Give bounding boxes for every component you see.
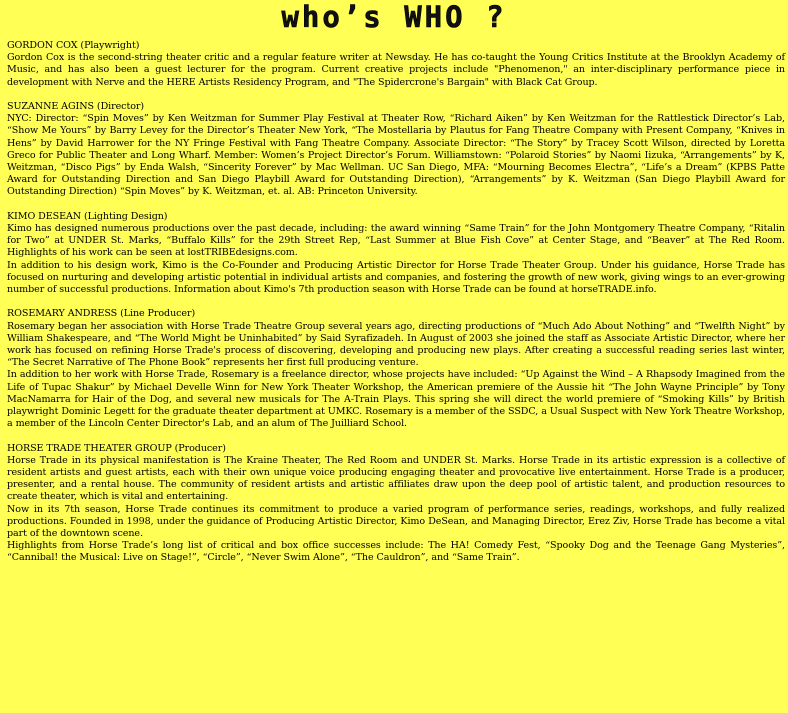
bio-paragraph: Gordon Cox is the second-string theater critic and a regular feature writer at Newsday. He has co-taught the Young Critics Institute at the Brooklyn Academy of Music, and has also been a guest lecturer for the program. Current creative projects include "Phenomenon," an inter-disciplinary performance piece in development with Nerve and the HERE Artists Residency Program, and "The Spidercrone's Bargain" with Black Cat Group. [7, 52, 785, 88]
bio-heading: KIMO DESEAN (Lighting Design) [7, 210, 168, 222]
bio-horse-trade-theater-group [7, 443, 785, 565]
bio-heading: ROSEMARY ANDRESS (Line Producer) [7, 308, 196, 320]
bio-paragraph: Horse Trade in its physical manifestation is The Kraine Theater, The Red Room and UNDER St. Marks. Horse Trade in its artistic expression is a collective of resident artists and guest artists, each with their own unique voice producing engaging theater and provocative live entertainment. Horse Trade is a producer, presenter, and a rental house. The community of resident artists and artistic affiliates draw upon the deep pool of artistic talent, and production resources to create theater, which is vital and entertaining. [7, 454, 785, 503]
bio-paragraph: In addition to his design work, Kimo is the Co-Founder and Producing Artistic Director for Horse Trade Theater Group. Under his guidance, Horse Trade has focused on nurturing and developing artistic potential in individual artists and companies, and fostering the growth of new work, giving wings to an ever-growing number of successful productions. Information about Kimo's 7th production season with Horse Trade can be found at horseTRADE.info. [7, 259, 785, 296]
bios-content [7, 40, 785, 577]
bio-heading: SUZANNE AGINS (Director) [7, 101, 144, 112]
bio-paragraph: Kimo has designed numerous productions over the past decade, including: the award winning “Same Train” for the John Montgomery Theatre Company, “Ritalin for Two” at UNDER St. Marks, “Buffalo Kills” for the 29th Street Rep, “Last Summer at Blue Fish Cove” at Center Stage, and “Beaver” at The Red Room. Highlights of his work can be seen at lostTRIBEdesigns.com. [7, 223, 785, 259]
bio-paragraph: NYC: Director: “Spin Moves” by Ken Weitzman for Summer Play Festival at Theater Row, “Richard Aiken” by Ken Weitzman for the Rattlestick Director’s Lab, “Show Me Yours” by Barry Levey for the Director’s Theater New York, “The Mostellaria by Plautus for Fang Theatre Company with Present Company, “Knives in Hens” by David Harrower for the NY Fringe Festival with Fang Theatre Company. Associate Director: “The Story” by Tracey Scott Wilson, directed by Loretta Greco for Public Theater and Long Wharf. Member: Women’s Project Director’s Forum. Williamstown: “Polaroid Stories” by Naomi Iizuka, “Arrangements” by K, Weitzman, “Disco Pigs” by Enda Walsh, “Sincerity Forever” by Mac Wellman. UC San Diego, MFA: “Mourning Becomes Electra”, “Life’s a Dream” (KPBS Patte Award for Outstanding Direction and San Diego Playbill Award for Outstanding Direction), “Arrangements” by K. Weitzman (San Diego Playbill Award for Outstanding Direction) “Spin Moves” by K. Weitzman, et. al. AB: Princeton University. [7, 113, 785, 198]
bio-paragraph: Rosemary began her association with Horse Trade Theatre Group several years ago, directing productions of “Much Ado About Nothing” and “Twelfth Night” by William Shakespeare, and “The World Might be Uninhabited” by Said Syrafizadeh. In August of 2003 she joined the staff as Associate Artistic Director, where her work has focused on refining Horse Trade's process of discovering, developing and producing new plays. After creating a successful reading series last winter, “The Secret Narrative of The Phone Book” represents her first full producing venture. [7, 320, 785, 369]
page-title: who’s WHO ? [281, 0, 507, 34]
bio-suzanne-agins [7, 101, 785, 199]
bio-heading: HORSE TRADE THEATER GROUP (Producer) [7, 442, 226, 454]
bio-kimo-desean [7, 211, 785, 296]
bio-paragraph: Highlights from Horse Trade’s long list of critical and box office successes include: The HA! Comedy Fest, “Spooky Dog and the Teenage Gang Mysteries”, “Cannibal! the Musical: Live on Stage!”, “Circle”, “Never Swim Alone”, “The Cauldron”, and “Same Train”. [7, 540, 785, 564]
bio-paragraph: Now in its 7th season, Horse Trade continues its commitment to produce a varied program of performance series, readings, workshops, and fully realized productions. Founded in 1998, under the guidance of Producing Artistic Director, Kimo DeSean, and Managing Director, Erez Ziv, Horse Trade has become a vital part of the downtown scene. [7, 503, 785, 540]
bio-heading: GORDON COX (Playwright) [7, 40, 140, 51]
bio-gordon-cox [7, 40, 785, 89]
bio-paragraph: In addition to her work with Horse Trade, Rosemary is a freelance director, whose projects have included: “Up Against the Wind – A Rhapsody Imagined from the Life of Tupac Shakur” by Michael Develle Winn for New York Theater Workshop, the American premiere of the Aussie hit “The John Wayne Principle” by Tony MacNamarra for Hair of the Dog, and several new musicals for The A-Train Plays. This spring she will direct the world premiere of “Smoking Kills” by British playwright Dominic Legett for the graduate theater department at UMKC. Rosemary is a member of the SSDC, a Usual Suspect with New York Theatre Workshop, a member of the Lincoln Center Director's Lab, and an alum of The Juilliard School. [7, 369, 785, 430]
bio-rosemary-andress [7, 308, 785, 430]
